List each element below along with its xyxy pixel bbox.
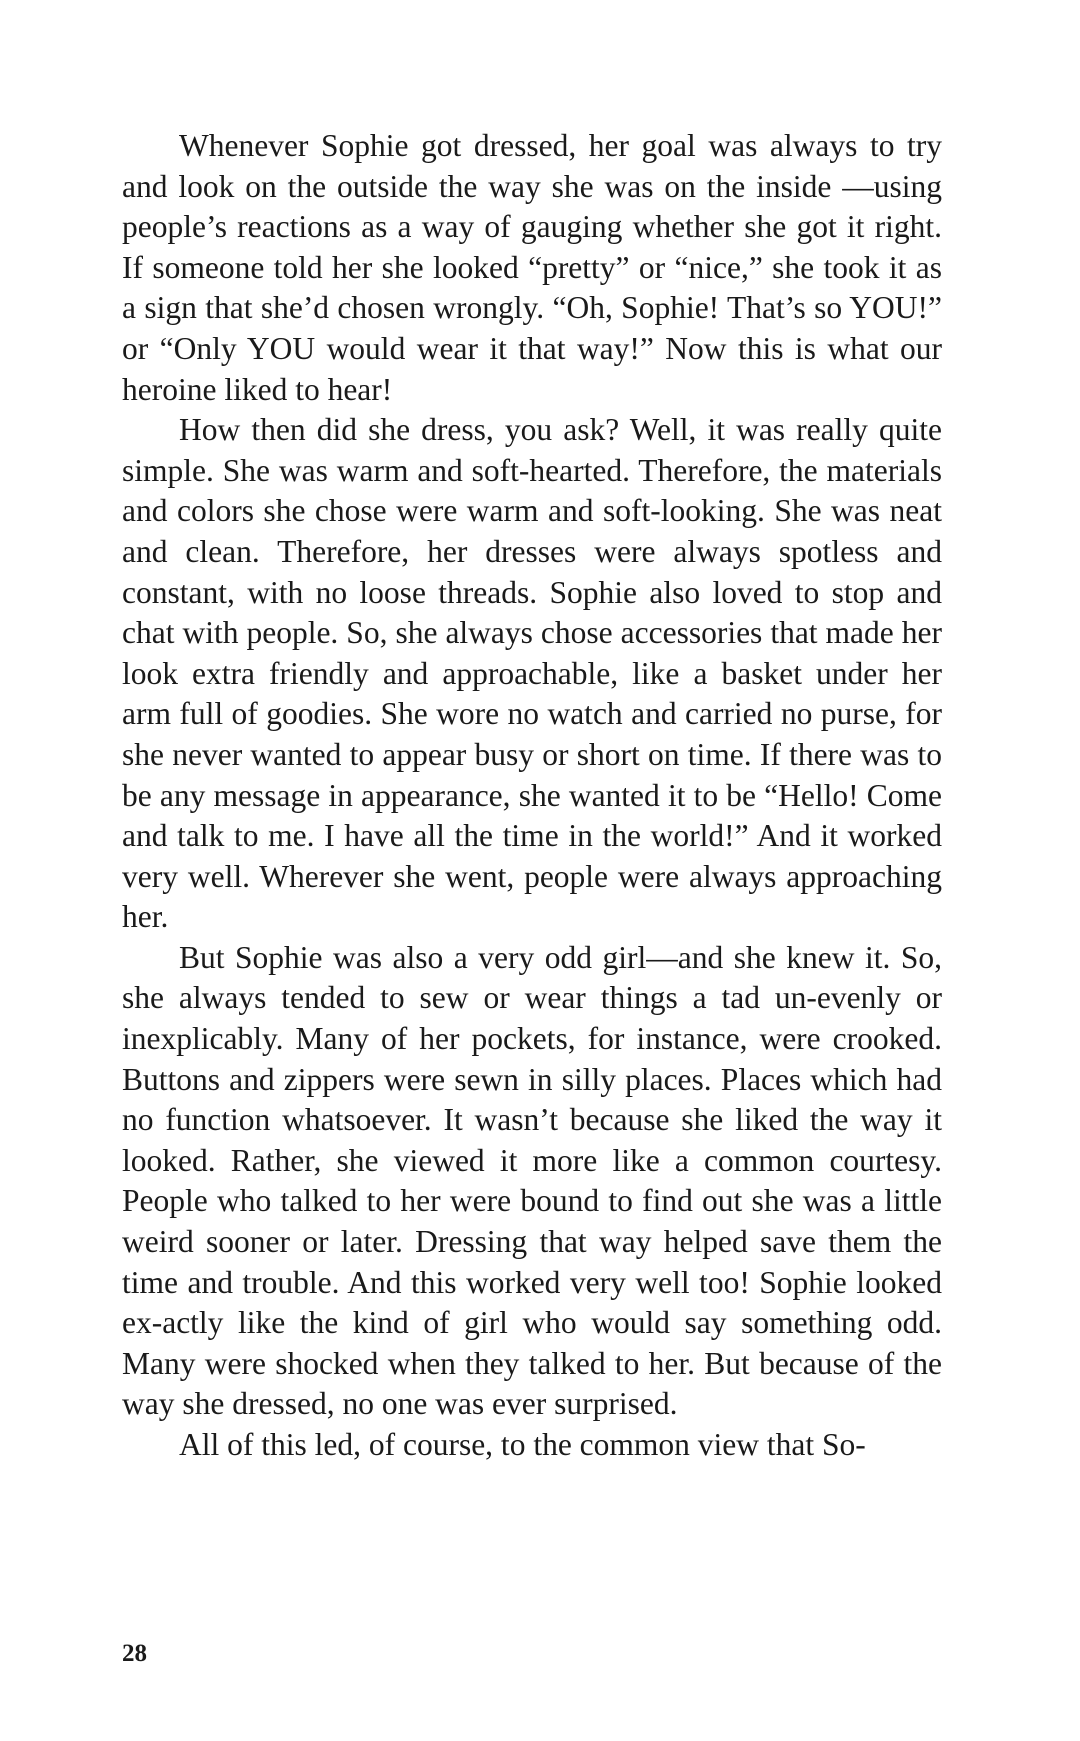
body-text xyxy=(122,126,942,1466)
paragraph-4: All of this led, of course, to the common view that So- xyxy=(179,1427,866,1462)
paragraph-3: But Sophie was also a very odd girl—and she knew it. So, she always tended to sew or wear things a tad un-evenly or inexplicably. Many of her pockets, for instance, were crooked. Buttons and zippers were sewn in silly places. Places which had no function whatsoever. It wasn’t because she liked the way it looked. Rather, she viewed it more like a common courtesy. People who talked to her were bound to find out she was a little weird sooner or later. Dressing that way helped save them the time and trouble. And this worked very well too! Sophie looked ex-actly like the kind of girl who would say something odd. Many were shocked when they talked to her. But because of the way she dressed, no one was ever surprised. xyxy=(122,939,942,1422)
paragraph-1: Whenever Sophie got dressed, her goal was always to try and look on the outside the way she was on the inside —using people’s reactions as a way of gauging whether she got it right. If someone told her she looked “pretty” or “nice,” she took it as a sign that she’d chosen wrongly. “Oh, Sophie! That’s so YOU!” or “Only YOU would wear it that way!” Now this is what our heroine liked to hear! xyxy=(122,128,942,407)
paragraph-2: How then did she dress, you ask? Well, it was really quite simple. She was warm and soft-hearted. Therefore, the materials and colors she chose were warm and soft-looking. She was neat and clean. Therefore, her dresses were always spotless and constant, with no loose threads. Sophie also loved to stop and chat with people. So, she always chose accessories that made her look extra friendly and approachable, like a basket under her arm full of goodies. She wore no watch and carried no purse, for she never wanted to appear busy or short on time. If there was to be any message in appearance, she wanted it to be “Hello! Come and talk to me. I have all the time in the world!” And it worked very well. Wherever she went, people were always approaching her. xyxy=(122,412,942,935)
page-number: 28 xyxy=(122,1640,147,1667)
